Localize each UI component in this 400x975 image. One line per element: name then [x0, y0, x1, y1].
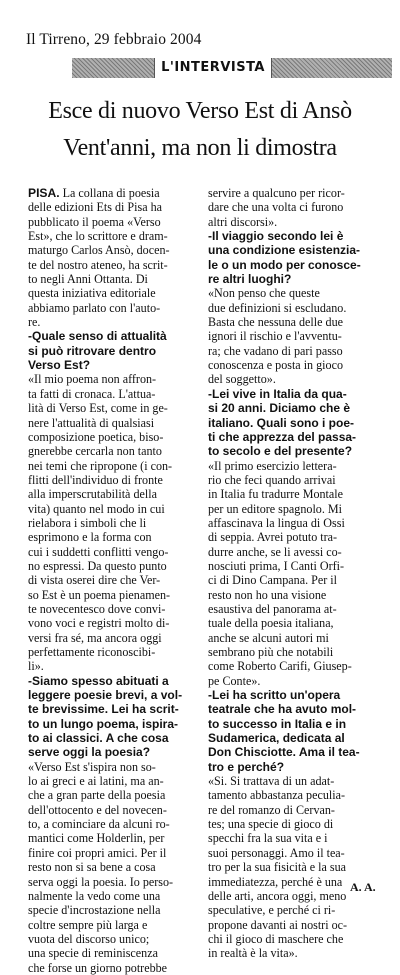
text-line: dare che una volta ci furono [208, 200, 344, 215]
text-line: coltre sempre più larga e [28, 917, 148, 932]
text-line: «Il primo esercizio lettera- [208, 458, 337, 473]
question-line: si 20 anni. Diciamo che è [208, 401, 351, 416]
question-line: Verso Est? [28, 358, 91, 373]
text-line: anche se alcuni autori mi [208, 630, 329, 645]
text-line: che a gran parte della poesia [28, 788, 166, 803]
question-line: -Siamo spesso abituati a [28, 673, 169, 688]
question-line: si può ritrovare dentro [28, 343, 157, 358]
newspaper-date-line: Il Tirreno, 29 febbraio 2004 [26, 31, 202, 48]
headline-line-1: Esce di nuovo Verso Est di Ansò [48, 98, 352, 124]
text-line: «Il mio poema non affron- [28, 372, 157, 387]
text-line: vita) quanto nel modo in cui [28, 501, 165, 516]
question-line: -Lei ha scritto un'opera [208, 688, 341, 703]
text-line: per un editore spagnolo. Mi [208, 501, 343, 516]
question-line: leggere poesie brevi, a vol- [28, 688, 183, 703]
text-line: rio che feci quando arrivai [208, 472, 336, 487]
question-line: re altri luoghi? [208, 272, 292, 287]
text-line: delle arti, ancora oggi, meno [208, 888, 347, 903]
text-line: alla imperscrutabilità della [28, 487, 157, 502]
question-line: -Quale senso di attualità [28, 329, 167, 344]
text-line: resto non ho una visione [208, 587, 327, 602]
text-line: ra; che vadano di pari passo [208, 343, 343, 358]
text-line: abbiamo parlato con l'auto- [28, 300, 161, 315]
section-banner [72, 58, 392, 78]
text-line: tamento abbastanza peculia- [208, 788, 345, 803]
text-line: pubblicato il poema «Verso [28, 214, 161, 229]
text-line: sembrano più che notabili [208, 645, 334, 659]
text-line: ignori il rischio e l'avventu- [208, 329, 342, 344]
question-line: le o un modo per conosce- [208, 257, 361, 272]
question-line: to successo in Italia e in [208, 716, 347, 731]
text-line: mantici come Holderlin, per [28, 831, 165, 846]
text-line: specie d'incrostazione nella [28, 903, 161, 918]
text-line: propone davanti ai nostri oc- [208, 917, 348, 932]
text-line: rielabora i simboli che li [28, 515, 147, 530]
text-line: in realtà è la vita». [208, 946, 298, 961]
text-line: lità di Verso Est, come in ge- [28, 401, 168, 416]
text-line: so Est è un poema pienamen- [28, 587, 171, 602]
text-line: esprimono e la forma con [28, 530, 152, 545]
question-line: tro e perché? [208, 759, 285, 774]
question-line: to un lungo poema, ispira- [28, 716, 178, 731]
question-line: teatrale che ha avuto mol- [208, 702, 357, 717]
text-line: immediatezza, perché è una [208, 874, 343, 889]
text-line: re del romanzo di Cervan- [208, 802, 335, 817]
text-line: cui i suddetti conflitti vengo- [28, 544, 169, 559]
text-line: nosciuti prima, I Canti Orfi- [208, 558, 345, 573]
text-line: gnerebbe cercarla non tanto [28, 444, 162, 459]
text-line: ci di Dino Campana. Per il [208, 573, 337, 588]
text-line: del soggetto». [208, 372, 276, 387]
text-line: che forse un giorno potrebbe [28, 960, 168, 975]
text-line: di vista oserei dire che Ver- [28, 573, 161, 588]
question-line: serve oggi la poesia? [28, 745, 151, 760]
text-line: questa iniziativa editoriale [28, 286, 156, 301]
headline-line-2: Vent'anni, ma non li dimostra [63, 135, 337, 161]
text-line: altri discorsi». [208, 214, 278, 229]
article-column-right [208, 186, 386, 961]
text-line: vuota del discorso unico; [28, 931, 150, 946]
text-line: resto non si sa bene a cosa [28, 860, 156, 875]
question-line: Don Chisciotte. Ama il tea- [208, 745, 360, 760]
text-line: speculative, e perché ci ri- [208, 903, 336, 918]
text-line: no espressi. Da questo punto [28, 558, 167, 573]
text-line: flitti dell'individuo di fronte [28, 472, 163, 487]
text-line: «Si. Si trattava di un adat- [208, 774, 335, 789]
article-column-left [28, 186, 200, 975]
text-line: chi il gioco di maschere che [208, 931, 344, 946]
text-line: «Verso Est s'ispira non so- [28, 759, 156, 774]
text-line: tes; una specie di gioco di [208, 817, 334, 832]
text-line: due definizioni si escludano. [208, 300, 347, 315]
text-line: perfettamente riconoscibi- [28, 645, 156, 659]
text-line: servire a qualcuno per ricor- [208, 186, 345, 200]
text-line: li». [28, 659, 44, 674]
lead-text: La collana di poesia [59, 186, 160, 200]
text-line: serva oggi la poesia. Io perso- [28, 874, 174, 889]
text-line: Basta che nessuna delle due [208, 315, 343, 330]
text-line: re. [28, 315, 41, 330]
text-line: maturgo Carlos Ansò, docen- [28, 243, 170, 258]
question-line: -Il viaggio secondo lei è [208, 229, 344, 244]
text-line: Est», che lo scrittore e dram- [28, 229, 168, 244]
text-line: tro per la sua fisicità e la sua [208, 860, 347, 875]
text-line: composizione poetica, biso- [28, 429, 164, 444]
text-line: delle edizioni Ets di Pisa ha [28, 200, 163, 215]
text-line: to negli Anni Ottanta. Di [28, 272, 148, 287]
text-line: affascinava la lingua di Ossi [208, 515, 345, 530]
text-line: nei temi che ripropone (i con- [28, 458, 173, 473]
text-line: ta fatti di cronaca. L'attua- [28, 386, 156, 401]
dateline-city: PISA. [28, 186, 60, 200]
text-line: una specie di reminiscenza [28, 946, 158, 961]
text-line: in Italia fu tradurre Montale [208, 487, 343, 502]
text-line [28, 186, 200, 200]
question-line: Sudamerica, dedicata al [208, 731, 345, 746]
section-label: L'INTERVISTA [154, 58, 272, 78]
text-line: conoscenza e posta in gioco [208, 358, 343, 373]
text-line: vono voci e registri molto di- [28, 616, 170, 631]
text-line: esaustiva del panorama at- [208, 601, 337, 616]
text-line: versi fra sé, ma ancora oggi [28, 630, 162, 645]
text-line: te del nostro ateneo, ha scrit- [28, 257, 168, 272]
text-line: nere l'attualità di qualsiasi [28, 415, 155, 430]
author-signature: A. A. [350, 880, 376, 894]
text-line: specchi fra la sua vita e i [208, 831, 328, 846]
question-line: -Lei vive in Italia da qua- [208, 386, 347, 401]
text-line: durre anche, se li avessi co- [208, 544, 342, 559]
text-line: pe Conte». [208, 673, 261, 688]
text-line: nalmente la vedo come una [28, 888, 161, 903]
text-line: to, a cominciare da alcuni ro- [28, 817, 170, 832]
question-line: una condizione esistenzia- [208, 243, 361, 258]
text-line: «Non penso che queste [208, 286, 320, 301]
question-line: te brevissime. Lei ha scrit- [28, 702, 179, 717]
text-line: dell'ottocento e del novecen- [28, 802, 167, 817]
question-line: italiano. Quali sono i poe- [208, 415, 355, 430]
question-line: to ai classici. A che cosa [28, 731, 169, 746]
text-line: finire coi propri amici. Per il [28, 845, 167, 860]
question-line: to secolo e del presente? [208, 444, 353, 459]
text-line: te novecentesco dove convi- [28, 601, 166, 616]
text-line: come Roberto Carifi, Giusep- [208, 659, 352, 674]
text-line: di seppia. Avrei potuto tra- [208, 530, 338, 545]
question-line: ti che apprezza del passa- [208, 429, 357, 444]
text-line: suoi personaggi. Amo il tea- [208, 845, 345, 860]
text-line: lo ai greci e ai latini, ma an- [28, 774, 164, 789]
text-line: tuale della poesia italiana, [208, 616, 334, 631]
